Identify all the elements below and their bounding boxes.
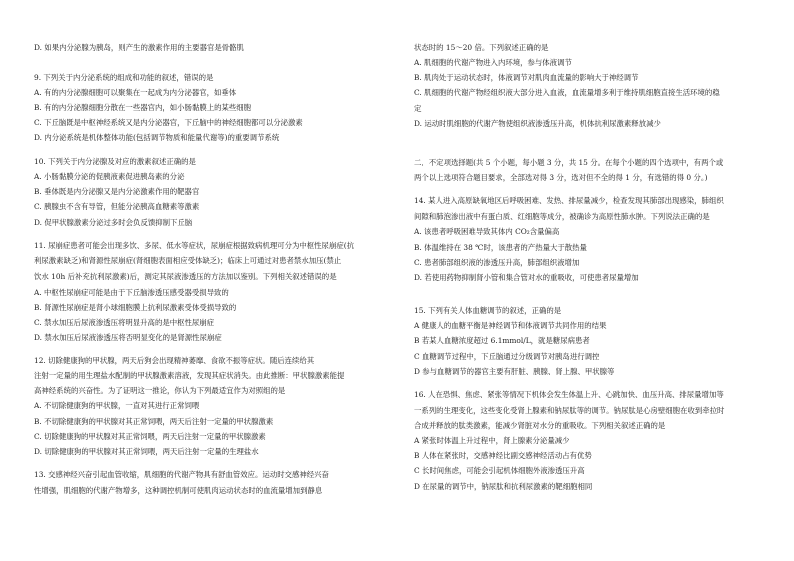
left-text-line: C. 下丘脑既是中枢神经系统又是内分泌器官，下丘脑中的神经细胞都可以分泌激素: [34, 118, 303, 127]
left-text-line: C. 切除健康狗的甲状腺对其正常饲喂，两天后注射一定量的甲状腺激素: [34, 432, 266, 441]
right-text-line: A. 肌细胞的代谢产物进入内环境，参与体液调节: [414, 58, 572, 67]
right-text-line: C. 患者肺部组织液的渗透压升高，肺部组织液增加: [414, 258, 580, 267]
right-text-line: 合成并释放的肽类激素，能减少肾脏对水分的重吸收。下列相关叙述正确的是: [414, 421, 666, 430]
right-text-line: D 参与血糖调节的器官主要有肝脏、胰腺、肾上腺、甲状腺等: [414, 367, 615, 376]
left-text-line: 饮水 10h 后补充抗利尿激素)后，测定其尿液渗透压的方法加以鉴别。下列相关叙述错误的是: [34, 272, 337, 281]
right-text-line: B. 体温维持在 38 ℃时，该患者的产热量大于散热量: [414, 243, 587, 252]
right-text-line: C. 肌细胞的代谢产物经组织液大部分进入血液，血流量增多利于维持肌细胞直接生活环境的稳: [414, 88, 720, 97]
right-text-line: D. 若使用药物抑制肾小管和集合管对水的重吸收，可使患者尿量增加: [414, 273, 639, 282]
right-text-line: C 长时间焦虑，可能会引起机体细胞外液渗透压升高: [414, 466, 585, 475]
right-text-line: B. 肌肉处于运动状态时，体液调节对肌肉血流量的影响大于神经调节: [414, 73, 639, 82]
left-text-line: A. 不切除健康狗的甲状腺，一直对其进行正常饲喂: [34, 401, 200, 410]
left-text-line: C. 胰腺虫不含有导管，但能分泌胰高血糖素等激素: [34, 202, 200, 211]
right-text-line: 16. 人在恐惧、焦虑、紧张等情况下机体会发生体温上升、心跳加快、血压升高、排尿量增加等: [414, 390, 724, 399]
left-text-line: D. 禁水加压后尿液渗透压将否明显变化的是肾源性尿崩症: [34, 333, 222, 342]
left-text-line: 10. 下列关于内分泌腺及对应的激素叙述正确的是: [34, 157, 196, 166]
right-text-line: 一系列的生理变化，这些变化受肾上腺素和钠尿肽等的调节。钠尿肽是心房壁细胞在收到牵拉时: [414, 406, 725, 415]
left-text-line: 注射一定量的用生理盐水配制的甲状腺激素溶液，发现其症状消失。由此推断：甲状腺激素能提: [34, 371, 345, 380]
right-text-line: A. 该患者呼吸困难导致其体内 CO₂含量偏高: [414, 227, 560, 236]
left-text-line: 利尿激素缺乏)和肾源性尿崩症(肾细胞表面相应受体缺乏)；临床上可通过对患者禁水加压(禁止: [34, 256, 342, 265]
right-text-line: C 血糖调节过程中，下丘脑通过分级调节对胰岛进行调控: [414, 352, 600, 361]
left-text-line: A. 有的内分泌腺细胞可以聚集在一起成为内分泌器官，如垂体: [34, 88, 237, 97]
left-text-line: D. 内分泌系统是机体整体功能(包括调节物质和能量代谢等)的重要调节系统: [34, 133, 280, 142]
left-text-line: D. 如果内分泌腺为胰岛，则产生的激素作用的主要器官是骨骼肌: [34, 43, 244, 52]
left-text-line: D. 切除健康狗的甲状腺对其正常饲喂，两天后注射一定量的生理盐水: [34, 447, 259, 456]
right-text-line: 14. 某人进入高原缺氧地区后呼吸困难、发热、排尿量减少，检查发现其肺部出现感染，肺组织: [414, 196, 724, 205]
left-text-line: 11. 尿崩症患者可能会出现多饮、多尿、低水等症状，尿崩症根据致病机理可分为中枢性尿崩症(抗: [34, 241, 355, 250]
left-text-line: 高神经系统的兴奋性。为了证明这一推论，你认为下列最适宜作为对照组的是: [34, 386, 286, 395]
right-text-line: 二．不定项选择题(共 5 个小题，每小题 3 分，共 15 分。在每个小题的四个选项中，有两个或: [414, 158, 724, 167]
left-text-line: B. 肾源性尿崩症是肾小球细胞膜上抗利尿激素受体受损导致的: [34, 303, 237, 312]
right-text-line: 间隙和肺泡渗出液中有蛋白质、红细胞等成分，被确诊为高原性肺水肿。下列说法正确的是: [414, 212, 710, 221]
left-text-line: A. 小肠黏膜分泌的促胰液素促进胰岛素的分泌: [34, 172, 185, 181]
left-text-line: B. 有的内分泌腺细胞分散在一些器官内，如小肠黏膜上的某些细胞: [34, 103, 252, 112]
right-text-line: A 健康人的血糖平衡是神经调节和体液调节共同作用的结果: [414, 321, 607, 330]
left-text-line: C. 禁水加压后尿液渗透压将明显升高的是中枢性尿崩症: [34, 318, 215, 327]
right-text-line: 两个以上选项符合题目要求，全部选对得 3 分，选对但不全的得 1 分，有选错的得 0 分。): [414, 173, 708, 182]
right-column: [414, 0, 776, 561]
left-text-line: D. 促甲状腺激素分泌过多时会负反馈抑制下丘脑: [34, 218, 193, 227]
left-text-line: 12. 切除健康狗的甲状腺，两天后狗会出现精神萎靡、食欲不振等症状。随后连续给其: [34, 356, 315, 365]
right-text-line: B 若某人血糖浓度超过 6.1mmol/L，就是糖尿病患者: [414, 336, 590, 345]
left-text-line: 13. 交感神经兴奋引起血管收缩，肌细胞的代谢产物具有舒血管效应。运动时交感神经兴奋: [34, 470, 329, 479]
right-text-line: 状态时的 15～20 倍。下列叙述正确的是: [414, 43, 549, 52]
left-text-line: B. 不切除健康狗的甲状腺对其正常饲喂，两天后注射一定量的甲状腺激素: [34, 417, 274, 426]
left-text-line: B. 垂体既是内分泌腺又是内分泌激素作用的靶器官: [34, 187, 200, 196]
right-text-line: 15. 下列有关人体血糖调节的叙述，正确的是: [414, 306, 562, 315]
right-text-line: D. 运动时肌细胞的代谢产物使组织液渗透压升高，机体抗利尿激素释放减少: [414, 119, 661, 128]
left-column: [34, 0, 396, 561]
right-text-line: D 在尿量的调节中，钠尿肽和抗利尿激素的靶细胞相同: [414, 482, 593, 491]
left-text-line: 9. 下列关于内分泌系统的组成和功能的叙述，错误的是: [34, 73, 214, 82]
right-text-line: A 紧张时体温上升过程中，肾上腺素分泌量减少: [414, 436, 570, 445]
left-text-line: 性增强，肌细胞的代谢产物增多，这种调控机制可使肌肉运动状态时的血流量增加到静息: [34, 486, 323, 495]
right-text-line: 定: [414, 104, 422, 113]
left-text-line: A. 中枢性尿崩症可能是由于下丘脑渗透压感受器受损导致的: [34, 288, 229, 297]
right-text-line: B 人体在紧张时，交感神经比副交感神经活动占有优势: [414, 451, 592, 460]
